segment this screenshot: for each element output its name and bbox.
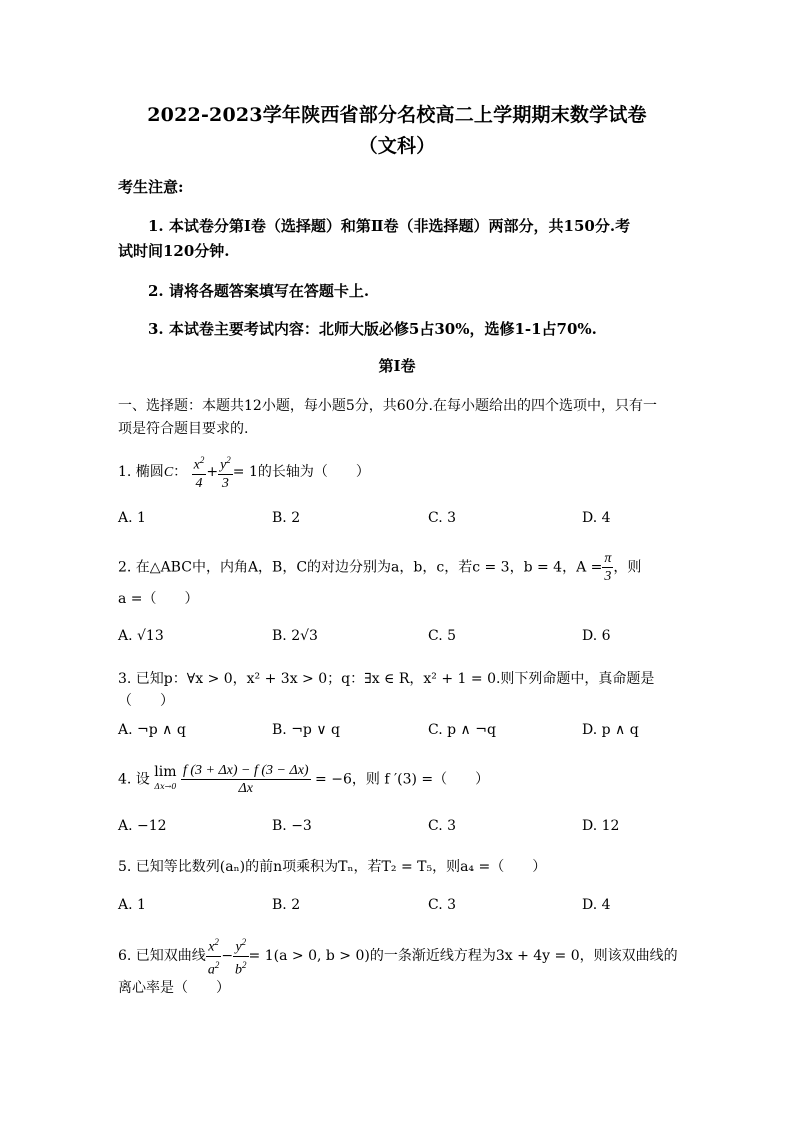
q2-option-b[interactable]: B. 2√3 — [272, 628, 318, 644]
question-6-stem: 6. 已知双曲线 $\frac{x^2}{a^2}$ − $\frac{y^2}{b^2}$ = 1(a > 0, b > 0)的一条渐近线方程为3x + 4y = 0，则该双曲线的 — [118, 934, 678, 978]
q5-option-b[interactable]: B. 2 — [272, 897, 301, 913]
notice-item-3: 3. 本试卷主要考试内容：北师大版必修5占30%，选修1-1占70%. — [148, 320, 597, 338]
q3-option-b[interactable]: B. ¬p ∨ q — [272, 722, 340, 738]
fraction-y2-over-3: $\frac{y^2}{3}$ — [218, 452, 233, 492]
notice-heading: 考生注意: — [118, 178, 184, 196]
q3-option-a[interactable]: A. ¬p ∧ q — [118, 722, 186, 738]
q1-option-d[interactable]: D. 4 — [582, 510, 611, 526]
question-5-stem: 5. 已知等比数列(aₙ)的前n项乘积为Tₙ，若T₂ = T₅，则a₄ =（ ） — [118, 859, 547, 875]
section-title: 第Ⅰ卷 — [378, 357, 416, 375]
q5-option-a[interactable]: A. 1 — [118, 897, 146, 913]
q4-option-a[interactable]: A. −12 — [118, 818, 167, 834]
limit-operator: lim Δx→0 — [154, 764, 177, 791]
fraction-difference-quotient: $\frac{f (3 + \Delta x) - f (3 - \Delta x)}{\Delta x}$ — [182, 763, 309, 796]
notice-item-2: 2. 请将各题答案填写在答题卡上. — [148, 282, 370, 300]
question-2-stem-line-2: a =（ ） — [118, 591, 199, 607]
q4-option-b[interactable]: B. −3 — [272, 818, 312, 834]
q4-option-d[interactable]: D. 12 — [582, 818, 620, 834]
instructions-line-2: 项是符合题目要求的. — [118, 421, 249, 437]
q4-option-c[interactable]: C. 3 — [428, 818, 457, 834]
q5-option-d[interactable]: D. 4 — [582, 897, 611, 913]
q1-option-b[interactable]: B. 2 — [272, 510, 301, 526]
fraction-x2-over-4: $\frac{x^2}{4}$ — [192, 452, 207, 492]
question-2-stem: 2. 在△ABC中，内角A，B，C的对边分别为a，b，c，若c = 3，b = 4，A = $\frac{\pi}{3}$ ，则 — [118, 551, 642, 584]
q3-option-c[interactable]: C. p ∧ ¬q — [428, 722, 496, 738]
notice-item-1: 1. 本试卷分第Ⅰ卷（选择题）和第Ⅱ卷（非选择题）两部分，共150分.考 — [148, 217, 631, 235]
question-4-stem: 4. 设 lim Δx→0 $\frac{f (3 + \Delta x) - f (3 - \Delta x)}{\Delta x}$ = −6，则 f ′(3) =（ ） — [118, 763, 490, 796]
q1-option-a[interactable]: A. 1 — [118, 510, 146, 526]
exam-title: 2022-2023学年陕西省部分名校高二上学期期末数学试卷 — [147, 104, 647, 126]
question-6-stem-line-2: 离心率是（ ） — [118, 980, 230, 996]
fraction-y2-over-b2: $\frac{y^2}{b^2}$ — [233, 934, 249, 978]
question-3-stem-line-2: （ ） — [118, 693, 174, 709]
q5-option-c[interactable]: C. 3 — [428, 897, 457, 913]
q2-option-a[interactable]: A. √13 — [118, 628, 164, 644]
fraction-x2-over-a2: $\frac{x^2}{a^2}$ — [206, 934, 222, 978]
q2-option-c[interactable]: C. 5 — [428, 628, 457, 644]
instructions-line-1: 一、选择题：本题共12小题，每小题5分，共60分.在每小题给出的四个选项中，只有一 — [118, 398, 657, 414]
exam-subtitle: （文科） — [358, 135, 436, 157]
question-1-stem: 1. 椭圆C： $\frac{x^2}{4}$ + $\frac{y^2}{3}$ = 1的长轴为（ ） — [118, 452, 370, 492]
q1-option-c[interactable]: C. 3 — [428, 510, 457, 526]
q3-option-d[interactable]: D. p ∧ q — [582, 722, 639, 738]
question-3-stem: 3. 已知p：∀x > 0，x² + 3x > 0；q：∃x ∈ R，x² + 1 = 0.则下列命题中，真命题是 — [118, 671, 655, 687]
notice-item-1-cont: 试时间120分钟. — [118, 242, 230, 260]
fraction-pi-over-3: $\frac{\pi}{3}$ — [604, 551, 612, 584]
q2-option-d[interactable]: D. 6 — [582, 628, 611, 644]
